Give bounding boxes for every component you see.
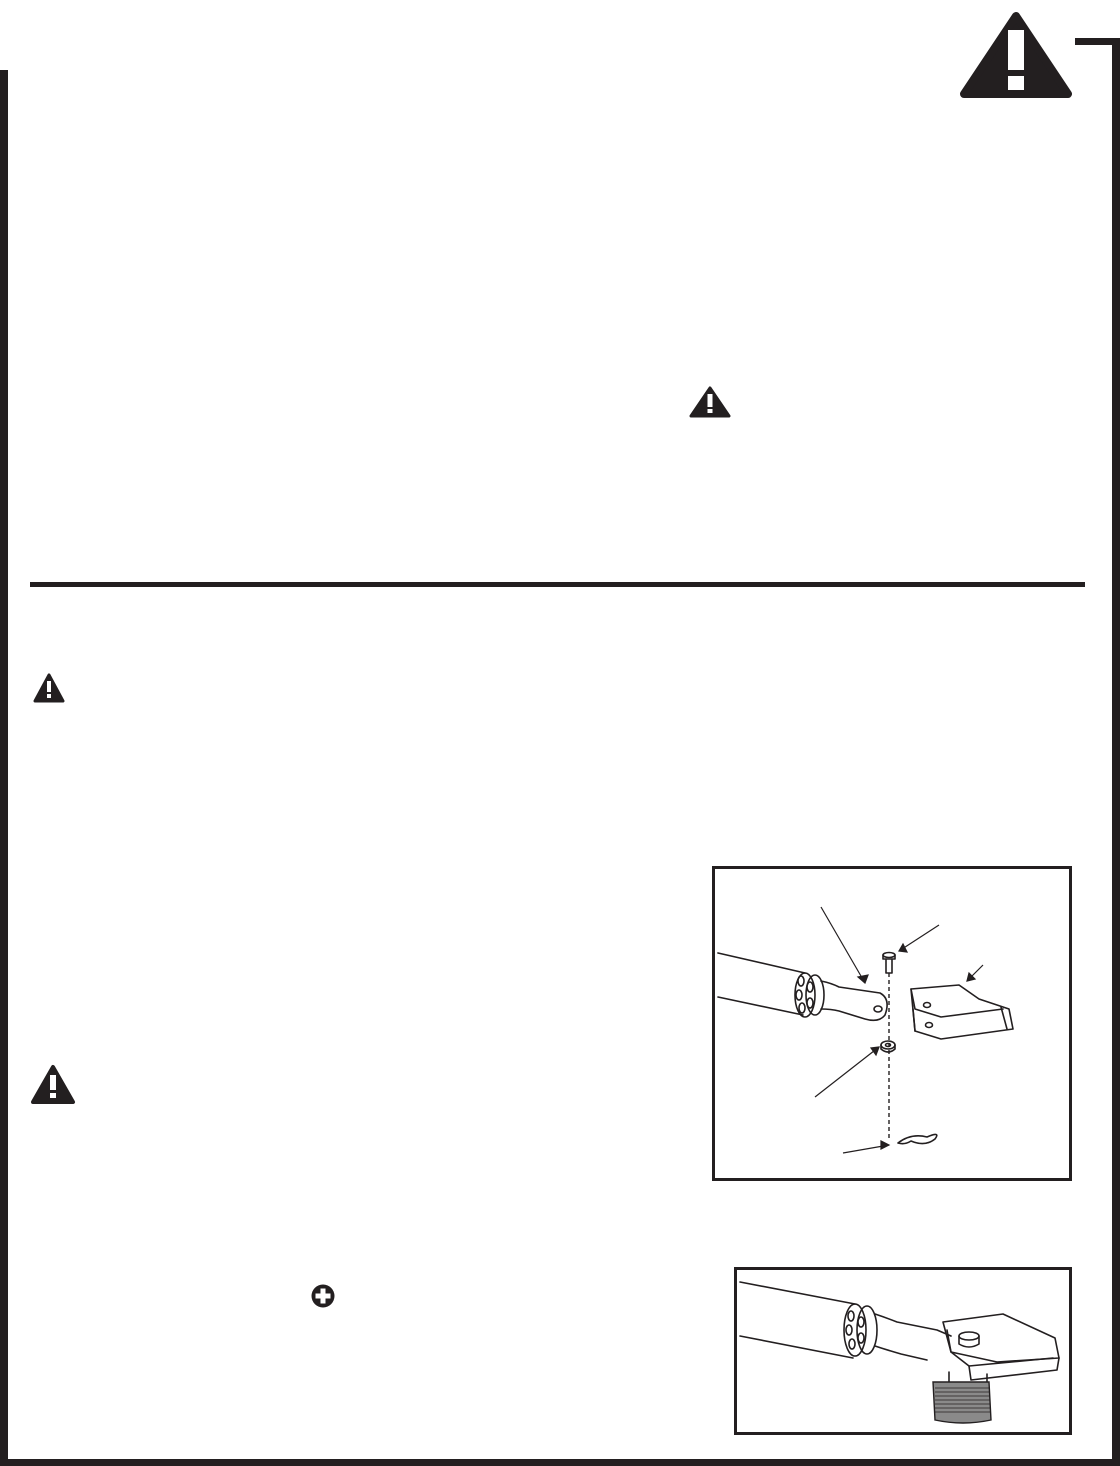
page-border-bottom xyxy=(0,1459,1120,1466)
assembled-diagram-art xyxy=(737,1270,1069,1432)
page-border-right xyxy=(1112,38,1120,1466)
plus-circle-icon xyxy=(310,1283,336,1309)
warning-triangle-icon xyxy=(30,1064,76,1106)
page-border-left xyxy=(0,70,8,1466)
large-warning-triangle-icon xyxy=(958,10,1074,100)
exploded-diagram-art xyxy=(715,869,1069,1178)
arm-bracket-exploded-diagram xyxy=(712,866,1072,1181)
warning-triangle-icon xyxy=(32,672,66,704)
arm-bracket-assembled-diagram xyxy=(734,1267,1072,1435)
section-divider xyxy=(30,582,1085,587)
warning-triangle-icon xyxy=(688,385,732,419)
